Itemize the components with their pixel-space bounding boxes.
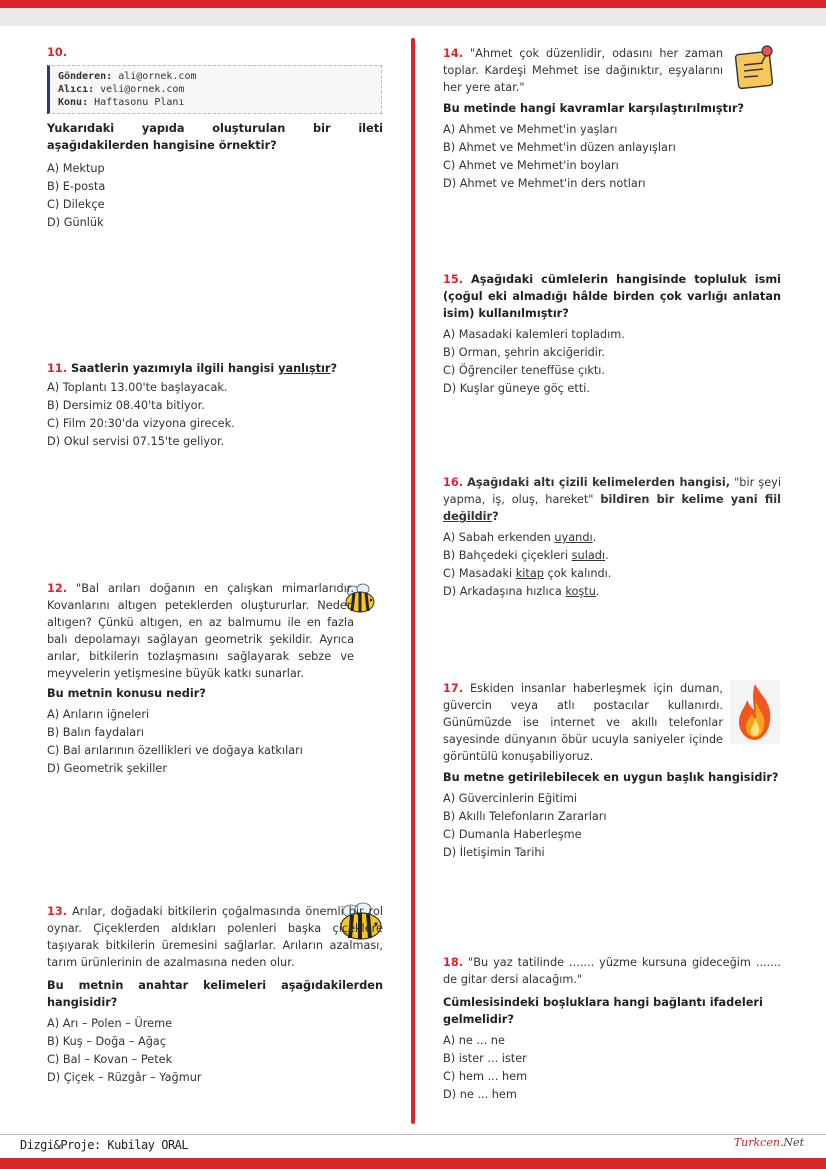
option-b[interactable]: B) Akıllı Telefonların Zararları (443, 810, 607, 823)
option-b[interactable]: B) Kuş – Doğa – Ağaç (47, 1035, 167, 1048)
options (443, 121, 781, 193)
question-number: 12. (47, 582, 68, 595)
underlined-word: suladı (571, 549, 606, 562)
email-box (47, 65, 382, 114)
option-a[interactable]: A) Toplantı 13.00'te başlayacak. (47, 381, 228, 394)
note-icon (733, 43, 779, 91)
option-text: A) Sabah erkenden (443, 531, 555, 544)
option-b[interactable] (443, 547, 781, 565)
footer-logo[interactable] (734, 1136, 804, 1149)
question-15 (443, 271, 781, 398)
passage-text: "Bal arıları doğanın en çalışkan mimarlarıdır. Kovanlarını altıgen peteklerden oluştururlar. Neden altıgen? Çünkü altıgen, en az balmumu ile en fazla balı depolamayı sağlayan geometrik şekildir. Ayrıca arılar, bitkilerin tozlaşmasını sağlayarak sebze ve meyvelerin yetişmesine büyük katkı sunarlar. (47, 582, 354, 680)
options (443, 326, 781, 398)
email-subject-label: Konu: (58, 97, 89, 108)
options (47, 706, 383, 778)
question-stem (443, 271, 781, 322)
email-from: ali@ornek.com (118, 71, 197, 82)
option-a[interactable] (443, 529, 781, 547)
options (47, 1015, 383, 1087)
option-c[interactable]: C) Bal arılarının özellikleri ve doğaya katkıları (47, 744, 303, 757)
option-d[interactable] (443, 583, 781, 601)
logo-text: Turkcen (733, 1136, 780, 1149)
option-d[interactable]: D) Kuşlar güneye göç etti. (443, 382, 590, 395)
underlined-word: koştu (565, 585, 596, 598)
question-number: 10. (47, 46, 68, 59)
options (443, 529, 781, 601)
underlined-word: uyandı (554, 531, 593, 544)
option-b[interactable]: B) Dersimiz 08.40'ta bitiyor. (47, 399, 205, 412)
question-18 (443, 954, 781, 1104)
passage (443, 954, 781, 988)
option-d[interactable]: D) Ahmet ve Mehmet'in ders notları (443, 177, 646, 190)
question-number: 13. (47, 905, 68, 918)
option-d[interactable]: D) İletişimin Tarihi (443, 846, 545, 859)
option-d[interactable]: D) ne ... hem (443, 1088, 517, 1101)
question-12 (47, 580, 354, 682)
option-text: B) Bahçedeki çiçekleri (443, 549, 572, 562)
stem-text-2: bildiren bir kelime yani fiil (600, 493, 781, 506)
passage (47, 580, 354, 682)
question-stem: Yukarıdaki yapıda oluşturulan bir ileti aşağıdakilerden hangisine örnektir? (47, 122, 383, 152)
question-13 (47, 903, 383, 1087)
question-stem: Bu metnin konusu nedir? (47, 687, 206, 700)
stem-underlined: değildir (443, 510, 493, 523)
option-b[interactable]: B) Ahmet ve Mehmet'in düzen anlayışları (443, 141, 676, 154)
question-10 (47, 44, 383, 232)
option-d[interactable]: D) Geometrik şekiller (47, 762, 168, 775)
question-stem: Bu metnin anahtar kelimeleri aşağıdakilerden hangisidir? (47, 979, 383, 1009)
option-a[interactable]: A) Ahmet ve Mehmet'in yaşları (443, 123, 618, 136)
logo-suffix: .Net (779, 1136, 804, 1149)
option-a[interactable]: A) Masadaki kalemleri topladım. (443, 328, 625, 341)
option-b[interactable]: B) Balın faydaları (47, 726, 144, 739)
option-d[interactable]: D) Günlük (47, 216, 104, 229)
passage (443, 45, 723, 96)
top-red-bar (0, 0, 826, 8)
email-from-label: Gönderen: (58, 71, 113, 82)
question-stem: Bu metinde hangi kavramlar karşılaştırılmıştır? (443, 102, 744, 115)
stem-end: ? (330, 362, 338, 375)
stem-underlined: yanlıştır (278, 362, 331, 375)
option-c[interactable]: C) Ahmet ve Mehmet'in boyları (443, 159, 619, 172)
option-b[interactable]: B) ister ... ister (443, 1052, 527, 1065)
passage-text: Arılar, doğadaki bitkilerin çoğalmasında önemli bir rol oynar. Çiçeklerden aldıkları polenleri başka çiçeklere taşıyarak bitkilerin üremesini sağlarlar. Arıların azalması, tarım ürünlerinin de azalmasına neden olur. (47, 905, 383, 969)
option-c[interactable]: C) Film 20:30'da vizyona girecek. (47, 417, 235, 430)
email-subject: Haftasonu Planı (94, 97, 185, 108)
option-b[interactable]: B) E-posta (47, 180, 106, 193)
option-d[interactable]: D) Okul servisi 07.15'te geliyor. (47, 435, 225, 448)
fire-icon (730, 680, 780, 744)
stem-text: Aşağıdaki altı çizili kelimelerden hangisi, (467, 476, 731, 489)
column-divider (411, 38, 415, 1124)
question-number: 15. (443, 273, 464, 286)
passage-text: "Bu yaz tatilinde ....... yüzme kursuna gideceğim ....... de gitar dersi alacağım." (443, 956, 782, 986)
question-12-stem (47, 682, 383, 778)
option-text-end: . (595, 585, 600, 598)
question-stem: Bu metne getirilebilecek en uygun başlık hangisidir? (443, 771, 779, 784)
option-text-end: . (592, 531, 597, 544)
footer-divider (0, 1134, 826, 1135)
question-stem: Cümlesisindeki boşluklara hangi bağlantı ifadeleri gelmelidir? (443, 996, 763, 1026)
options (47, 160, 383, 232)
email-to-label: Alıcı: (58, 84, 95, 95)
top-gray-bar (0, 8, 826, 26)
passage (47, 903, 383, 971)
option-c[interactable]: C) Dumanla Haberleşme (443, 828, 582, 841)
email-to: veli@ornek.com (100, 84, 185, 95)
option-c[interactable]: C) Bal – Kovan – Petek (47, 1053, 173, 1066)
stem-quote: "bir şeyi yapma, iş, oluş, hareket" (443, 476, 782, 506)
question-stem (443, 474, 781, 525)
option-text: C) Masadaki (443, 567, 516, 580)
question-number: 14. (443, 47, 464, 60)
question-16 (443, 474, 781, 601)
bottom-red-bar (0, 1158, 826, 1169)
option-a[interactable]: A) Güvercinlerin Eğitimi (443, 792, 577, 805)
stem-text: Saatlerin yazımıyla ilgili hangisi (70, 362, 279, 375)
passage-text: "Ahmet çok düzenlidir, odasını her zaman toplar. Kardeşi Mehmet ise dağınıktır, eşyalarını her yere atar." (443, 47, 723, 94)
question-14 (443, 45, 723, 96)
option-a[interactable]: A) Arı – Polen – Üreme (47, 1017, 173, 1030)
option-c[interactable]: C) Dilekçe (47, 198, 105, 211)
option-c[interactable] (443, 565, 781, 583)
question-11 (47, 360, 383, 451)
question-stem (47, 360, 383, 377)
option-a[interactable]: A) Mektup (47, 162, 105, 175)
options (443, 1032, 781, 1104)
option-text-end: çok kalındı. (543, 567, 612, 580)
question-14-stem (443, 97, 781, 193)
question-17-stem (443, 766, 781, 862)
option-text: D) Arkadaşına hızlıca (443, 585, 566, 598)
passage (443, 680, 723, 765)
question-number: 17. (443, 682, 464, 695)
passage-text: Eskiden insanlar haberleşmek için duman, güvercin veya atlı postacılar kullanırdı. Günümüzde ise internet ve akıllı telefonlar sayesinde dünyanın öbür ucuyla saniyeler içinde görüntülü konuşabiliyoruz. (443, 682, 723, 763)
stem-end: ? (492, 510, 499, 523)
option-text-end: . (605, 549, 609, 562)
option-a[interactable]: A) Arıların iğneleri (47, 708, 150, 721)
question-number: 18. (443, 956, 464, 969)
footer-credit: Dizgi&Proje: Kubilay ORAL (20, 1138, 189, 1152)
options (443, 790, 781, 862)
option-d[interactable]: D) Çiçek – Rüzgâr – Yağmur (47, 1071, 202, 1084)
option-b[interactable]: B) Orman, şehrin akciğeridir. (443, 346, 606, 359)
question-number: 16. (443, 476, 464, 489)
option-a[interactable]: A) ne ... ne (443, 1034, 505, 1047)
underlined-word: kitap (515, 567, 544, 580)
question-number: 11. (47, 362, 68, 375)
option-c[interactable]: C) hem ... hem (443, 1070, 528, 1083)
question-17 (443, 680, 723, 765)
options (47, 379, 383, 451)
option-c[interactable]: C) Öğrenciler teneffüse çıktı. (443, 364, 606, 377)
stem-text: Aşağıdaki cümlelerin hangisinde topluluk ismi (çoğul eki almadığı hâlde birden çok varlığı anlatan isim) kullanılmıştır? (443, 273, 781, 320)
